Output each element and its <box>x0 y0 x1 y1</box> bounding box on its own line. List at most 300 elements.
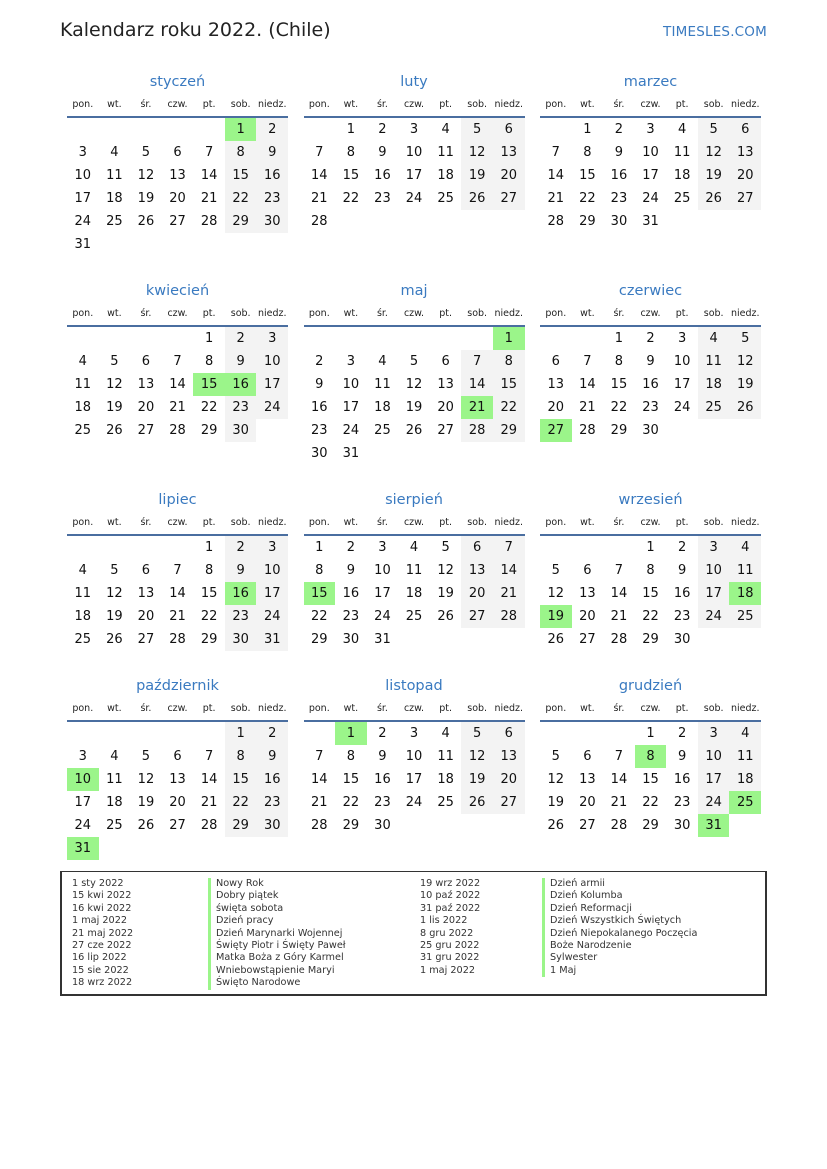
day-cell[interactable]: 7 <box>583 354 592 369</box>
day-cell[interactable]: 23 <box>225 605 257 628</box>
day-cell[interactable]: 1 <box>646 540 655 555</box>
day-cell[interactable]: 17 <box>698 768 730 791</box>
day-cell[interactable]: 30 <box>374 818 391 833</box>
day-cell[interactable]: 23 <box>256 791 288 814</box>
day-cell[interactable]: 12 <box>547 586 565 601</box>
day-cell[interactable]: 20 <box>579 609 596 624</box>
day-cell[interactable]: 14 <box>200 168 218 183</box>
day-cell[interactable]: 15 <box>200 586 218 601</box>
day-cell[interactable]: 14 <box>311 772 328 787</box>
day-cell[interactable]: 18 <box>698 373 730 396</box>
day-cell[interactable]: 2 <box>256 118 288 141</box>
holiday-day-cell[interactable]: 10 <box>67 768 99 791</box>
day-cell[interactable]: 22 <box>311 609 328 624</box>
day-cell[interactable]: 4 <box>729 722 761 745</box>
day-cell[interactable]: 2 <box>378 122 387 137</box>
day-cell[interactable]: 11 <box>74 377 92 392</box>
day-cell[interactable]: 10 <box>405 749 423 764</box>
day-cell[interactable]: 17 <box>698 582 730 605</box>
day-cell[interactable]: 12 <box>461 141 493 164</box>
day-cell[interactable]: 13 <box>547 377 565 392</box>
day-cell[interactable]: 28 <box>200 818 218 833</box>
day-cell[interactable]: 19 <box>461 768 493 791</box>
day-cell[interactable]: 13 <box>729 141 761 164</box>
day-cell[interactable]: 3 <box>646 122 655 137</box>
day-cell[interactable]: 20 <box>547 400 565 415</box>
day-cell[interactable]: 6 <box>461 536 493 559</box>
day-cell[interactable]: 3 <box>698 722 730 745</box>
day-cell[interactable]: 29 <box>311 632 328 647</box>
day-cell[interactable]: 3 <box>409 122 419 137</box>
day-cell[interactable]: 20 <box>169 191 186 206</box>
day-cell[interactable]: 19 <box>729 373 761 396</box>
day-cell[interactable]: 10 <box>642 145 659 160</box>
day-cell[interactable]: 1 <box>204 540 214 555</box>
day-cell[interactable]: 19 <box>137 795 155 810</box>
day-cell[interactable]: 27 <box>169 214 186 229</box>
day-cell[interactable]: 22 <box>642 609 659 624</box>
day-cell[interactable]: 8 <box>204 563 214 578</box>
day-cell[interactable]: 2 <box>225 536 257 559</box>
day-cell[interactable]: 10 <box>698 559 730 582</box>
day-cell[interactable]: 12 <box>137 772 155 787</box>
day-cell[interactable]: 1 <box>346 122 355 137</box>
day-cell[interactable]: 18 <box>405 586 423 601</box>
day-cell[interactable]: 5 <box>141 749 151 764</box>
day-cell[interactable]: 28 <box>610 818 628 833</box>
day-cell[interactable]: 4 <box>110 749 119 764</box>
day-cell[interactable]: 14 <box>311 168 328 183</box>
day-cell[interactable]: 27 <box>437 423 454 438</box>
day-cell[interactable]: 24 <box>642 191 659 206</box>
day-cell[interactable]: 22 <box>493 396 525 419</box>
day-cell[interactable]: 14 <box>610 772 628 787</box>
day-cell[interactable]: 26 <box>405 423 423 438</box>
day-cell[interactable]: 17 <box>405 168 423 183</box>
day-cell[interactable]: 7 <box>315 749 324 764</box>
day-cell[interactable]: 27 <box>493 187 525 210</box>
day-cell[interactable]: 15 <box>225 164 257 187</box>
day-cell[interactable]: 22 <box>610 400 628 415</box>
day-cell[interactable]: 27 <box>461 605 493 628</box>
day-cell[interactable]: 5 <box>441 540 450 555</box>
day-cell[interactable]: 16 <box>311 400 328 415</box>
day-cell[interactable]: 31 <box>342 446 360 461</box>
day-cell[interactable]: 2 <box>677 726 687 741</box>
day-cell[interactable]: 18 <box>437 168 454 183</box>
day-cell[interactable]: 10 <box>405 145 423 160</box>
day-cell[interactable]: 12 <box>106 377 123 392</box>
day-cell[interactable]: 1 <box>583 122 592 137</box>
day-cell[interactable]: 25 <box>698 396 730 419</box>
day-cell[interactable]: 11 <box>729 745 761 768</box>
day-cell[interactable]: 17 <box>256 582 288 605</box>
day-cell[interactable]: 29 <box>225 210 257 233</box>
day-cell[interactable]: 6 <box>141 563 151 578</box>
day-cell[interactable]: 4 <box>110 145 119 160</box>
day-cell[interactable]: 25 <box>673 191 691 206</box>
day-cell[interactable]: 11 <box>374 377 391 392</box>
day-cell[interactable]: 18 <box>106 191 123 206</box>
day-cell[interactable]: 23 <box>673 609 691 624</box>
day-cell[interactable]: 10 <box>698 745 730 768</box>
day-cell[interactable]: 27 <box>137 632 155 647</box>
day-cell[interactable]: 9 <box>315 377 324 392</box>
day-cell[interactable]: 30 <box>311 446 328 461</box>
day-cell[interactable]: 18 <box>106 795 123 810</box>
day-cell[interactable]: 2 <box>315 354 324 369</box>
day-cell[interactable]: 23 <box>342 609 360 624</box>
day-cell[interactable]: 21 <box>547 191 565 206</box>
holiday-day-cell[interactable]: 8 <box>635 745 667 768</box>
day-cell[interactable]: 21 <box>493 582 525 605</box>
day-cell[interactable]: 21 <box>311 191 328 206</box>
day-cell[interactable]: 15 <box>579 168 596 183</box>
day-cell[interactable]: 16 <box>374 168 391 183</box>
day-cell[interactable]: 9 <box>256 745 288 768</box>
day-cell[interactable]: 21 <box>610 609 628 624</box>
day-cell[interactable]: 31 <box>74 237 92 252</box>
day-cell[interactable]: 13 <box>137 377 155 392</box>
day-cell[interactable]: 24 <box>74 214 92 229</box>
day-cell[interactable]: 17 <box>642 168 659 183</box>
day-cell[interactable]: 1 <box>646 726 655 741</box>
day-cell[interactable]: 26 <box>547 818 565 833</box>
day-cell[interactable]: 28 <box>547 214 565 229</box>
day-cell[interactable]: 24 <box>74 818 92 833</box>
day-cell[interactable]: 10 <box>374 563 391 578</box>
day-cell[interactable]: 22 <box>642 795 659 810</box>
day-cell[interactable]: 20 <box>493 768 525 791</box>
day-cell[interactable]: 15 <box>493 373 525 396</box>
day-cell[interactable]: 30 <box>673 632 691 647</box>
day-cell[interactable]: 26 <box>461 791 493 814</box>
holiday-day-cell[interactable]: 21 <box>461 396 493 419</box>
day-cell[interactable]: 12 <box>698 141 730 164</box>
day-cell[interactable]: 21 <box>311 795 328 810</box>
day-cell[interactable]: 19 <box>137 191 155 206</box>
day-cell[interactable]: 15 <box>642 772 659 787</box>
day-cell[interactable]: 13 <box>493 141 525 164</box>
day-cell[interactable]: 21 <box>169 400 186 415</box>
day-cell[interactable]: 12 <box>106 586 123 601</box>
day-cell[interactable]: 28 <box>579 423 596 438</box>
day-cell[interactable]: 29 <box>493 419 525 442</box>
day-cell[interactable]: 9 <box>346 563 355 578</box>
day-cell[interactable]: 24 <box>374 609 391 624</box>
holiday-day-cell[interactable]: 15 <box>304 582 336 605</box>
day-cell[interactable]: 9 <box>677 563 687 578</box>
day-cell[interactable]: 2 <box>677 540 687 555</box>
day-cell[interactable]: 10 <box>673 354 691 369</box>
day-cell[interactable]: 17 <box>74 191 92 206</box>
day-cell[interactable]: 29 <box>642 632 659 647</box>
day-cell[interactable]: 18 <box>74 400 92 415</box>
holiday-day-cell[interactable]: 1 <box>335 722 367 745</box>
day-cell[interactable]: 15 <box>225 768 257 791</box>
day-cell[interactable]: 2 <box>614 122 624 137</box>
day-cell[interactable]: 16 <box>673 772 691 787</box>
day-cell[interactable]: 4 <box>677 122 687 137</box>
day-cell[interactable]: 10 <box>74 168 92 183</box>
day-cell[interactable]: 24 <box>342 423 360 438</box>
day-cell[interactable]: 6 <box>173 145 182 160</box>
day-cell[interactable]: 13 <box>169 168 186 183</box>
day-cell[interactable]: 24 <box>405 795 423 810</box>
day-cell[interactable]: 2 <box>646 331 655 346</box>
day-cell[interactable]: 7 <box>315 145 324 160</box>
day-cell[interactable]: 20 <box>493 164 525 187</box>
day-cell[interactable]: 21 <box>200 191 218 206</box>
day-cell[interactable]: 3 <box>256 327 288 350</box>
holiday-day-cell[interactable]: 16 <box>225 373 257 396</box>
day-cell[interactable]: 30 <box>225 628 257 651</box>
day-cell[interactable]: 4 <box>409 540 419 555</box>
day-cell[interactable]: 29 <box>200 423 218 438</box>
day-cell[interactable]: 14 <box>461 373 493 396</box>
day-cell[interactable]: 26 <box>437 609 454 624</box>
day-cell[interactable]: 25 <box>106 818 123 833</box>
day-cell[interactable]: 30 <box>225 419 257 442</box>
day-cell[interactable]: 8 <box>225 745 257 768</box>
day-cell[interactable]: 5 <box>461 118 493 141</box>
day-cell[interactable]: 4 <box>441 122 450 137</box>
day-cell[interactable]: 22 <box>225 187 257 210</box>
site-link[interactable]: TIMESLES.COM <box>663 24 767 40</box>
day-cell[interactable]: 8 <box>646 563 655 578</box>
day-cell[interactable]: 12 <box>547 772 565 787</box>
day-cell[interactable]: 14 <box>200 772 218 787</box>
day-cell[interactable]: 14 <box>169 586 186 601</box>
day-cell[interactable]: 25 <box>74 423 92 438</box>
day-cell[interactable]: 21 <box>579 400 596 415</box>
day-cell[interactable]: 7 <box>551 145 560 160</box>
holiday-day-cell[interactable]: 31 <box>67 837 99 860</box>
day-cell[interactable]: 25 <box>374 423 391 438</box>
day-cell[interactable]: 28 <box>311 818 328 833</box>
day-cell[interactable]: 5 <box>461 722 493 745</box>
day-cell[interactable]: 29 <box>200 632 218 647</box>
day-cell[interactable]: 10 <box>256 559 288 582</box>
day-cell[interactable]: 18 <box>437 772 454 787</box>
day-cell[interactable]: 22 <box>579 191 596 206</box>
day-cell[interactable]: 5 <box>409 354 419 369</box>
day-cell[interactable]: 30 <box>256 210 288 233</box>
day-cell[interactable]: 8 <box>225 141 257 164</box>
day-cell[interactable]: 20 <box>437 400 454 415</box>
day-cell[interactable]: 24 <box>698 791 730 814</box>
day-cell[interactable]: 23 <box>225 396 257 419</box>
day-cell[interactable]: 3 <box>698 536 730 559</box>
day-cell[interactable]: 17 <box>256 373 288 396</box>
day-cell[interactable]: 3 <box>346 354 355 369</box>
day-cell[interactable]: 3 <box>256 536 288 559</box>
day-cell[interactable]: 4 <box>698 327 730 350</box>
day-cell[interactable]: 21 <box>169 609 186 624</box>
day-cell[interactable]: 1 <box>204 331 214 346</box>
day-cell[interactable]: 23 <box>673 795 691 810</box>
day-cell[interactable]: 4 <box>78 354 87 369</box>
day-cell[interactable]: 31 <box>374 632 391 647</box>
day-cell[interactable]: 9 <box>646 354 655 369</box>
day-cell[interactable]: 28 <box>610 632 628 647</box>
day-cell[interactable]: 12 <box>405 377 423 392</box>
day-cell[interactable]: 10 <box>342 377 360 392</box>
day-cell[interactable]: 6 <box>493 722 525 745</box>
day-cell[interactable]: 23 <box>311 423 328 438</box>
day-cell[interactable]: 11 <box>405 563 423 578</box>
day-cell[interactable]: 12 <box>437 563 454 578</box>
day-cell[interactable]: 7 <box>493 536 525 559</box>
day-cell[interactable]: 26 <box>106 423 123 438</box>
day-cell[interactable]: 20 <box>169 795 186 810</box>
day-cell[interactable]: 8 <box>614 354 624 369</box>
day-cell[interactable]: 4 <box>441 726 450 741</box>
day-cell[interactable]: 7 <box>173 563 182 578</box>
day-cell[interactable]: 11 <box>106 168 123 183</box>
day-cell[interactable]: 4 <box>378 354 387 369</box>
day-cell[interactable]: 2 <box>225 327 257 350</box>
day-cell[interactable]: 13 <box>437 377 454 392</box>
day-cell[interactable]: 9 <box>378 749 387 764</box>
holiday-day-cell[interactable]: 31 <box>698 814 730 837</box>
day-cell[interactable]: 16 <box>374 772 391 787</box>
day-cell[interactable]: 25 <box>437 191 454 206</box>
day-cell[interactable]: 6 <box>141 354 151 369</box>
day-cell[interactable]: 8 <box>315 563 324 578</box>
day-cell[interactable]: 29 <box>225 814 257 837</box>
day-cell[interactable]: 5 <box>729 327 761 350</box>
holiday-day-cell[interactable]: 18 <box>729 582 761 605</box>
day-cell[interactable]: 7 <box>461 350 493 373</box>
day-cell[interactable]: 7 <box>204 145 214 160</box>
day-cell[interactable]: 22 <box>200 609 218 624</box>
day-cell[interactable]: 17 <box>342 400 360 415</box>
holiday-day-cell[interactable]: 25 <box>729 791 761 814</box>
day-cell[interactable]: 15 <box>642 586 659 601</box>
day-cell[interactable]: 22 <box>200 400 218 415</box>
day-cell[interactable]: 31 <box>642 214 659 229</box>
day-cell[interactable]: 3 <box>677 331 687 346</box>
day-cell[interactable]: 18 <box>673 168 691 183</box>
day-cell[interactable]: 19 <box>106 609 123 624</box>
day-cell[interactable]: 5 <box>551 749 560 764</box>
day-cell[interactable]: 15 <box>610 377 628 392</box>
day-cell[interactable]: 18 <box>74 609 92 624</box>
day-cell[interactable]: 19 <box>437 586 454 601</box>
day-cell[interactable]: 7 <box>204 749 214 764</box>
day-cell[interactable]: 28 <box>493 605 525 628</box>
day-cell[interactable]: 22 <box>342 191 360 206</box>
day-cell[interactable]: 1 <box>315 540 324 555</box>
day-cell[interactable]: 13 <box>137 586 155 601</box>
day-cell[interactable]: 27 <box>493 791 525 814</box>
day-cell[interactable]: 23 <box>256 187 288 210</box>
day-cell[interactable]: 2 <box>346 540 355 555</box>
day-cell[interactable]: 14 <box>169 377 186 392</box>
day-cell[interactable]: 5 <box>110 563 119 578</box>
day-cell[interactable]: 7 <box>614 563 624 578</box>
day-cell[interactable]: 3 <box>409 726 419 741</box>
day-cell[interactable]: 16 <box>256 768 288 791</box>
day-cell[interactable]: 24 <box>405 191 423 206</box>
day-cell[interactable]: 10 <box>256 350 288 373</box>
day-cell[interactable]: 3 <box>78 749 87 764</box>
day-cell[interactable]: 27 <box>729 187 761 210</box>
day-cell[interactable]: 12 <box>461 745 493 768</box>
day-cell[interactable]: 6 <box>173 749 182 764</box>
day-cell[interactable]: 23 <box>374 191 391 206</box>
day-cell[interactable]: 9 <box>378 145 387 160</box>
day-cell[interactable]: 27 <box>579 818 596 833</box>
day-cell[interactable]: 5 <box>110 354 119 369</box>
day-cell[interactable]: 29 <box>642 818 659 833</box>
day-cell[interactable]: 29 <box>579 214 596 229</box>
day-cell[interactable]: 14 <box>493 559 525 582</box>
day-cell[interactable]: 30 <box>673 818 691 833</box>
day-cell[interactable]: 14 <box>610 586 628 601</box>
day-cell[interactable]: 6 <box>551 354 560 369</box>
day-cell[interactable]: 15 <box>342 772 360 787</box>
day-cell[interactable]: 11 <box>74 586 92 601</box>
day-cell[interactable]: 16 <box>610 168 628 183</box>
day-cell[interactable]: 9 <box>614 145 624 160</box>
day-cell[interactable]: 26 <box>547 632 565 647</box>
day-cell[interactable]: 18 <box>374 400 391 415</box>
day-cell[interactable]: 24 <box>673 400 691 415</box>
day-cell[interactable]: 30 <box>256 814 288 837</box>
day-cell[interactable]: 19 <box>547 795 565 810</box>
day-cell[interactable]: 13 <box>579 772 596 787</box>
day-cell[interactable]: 26 <box>698 187 730 210</box>
day-cell[interactable]: 18 <box>729 768 761 791</box>
day-cell[interactable]: 8 <box>204 354 214 369</box>
day-cell[interactable]: 1 <box>225 722 257 745</box>
day-cell[interactable]: 29 <box>610 423 628 438</box>
day-cell[interactable]: 25 <box>437 795 454 810</box>
day-cell[interactable]: 5 <box>698 118 730 141</box>
day-cell[interactable]: 6 <box>583 749 592 764</box>
day-cell[interactable]: 16 <box>642 377 659 392</box>
day-cell[interactable]: 2 <box>378 726 387 741</box>
day-cell[interactable]: 23 <box>610 191 628 206</box>
day-cell[interactable]: 6 <box>493 118 525 141</box>
day-cell[interactable]: 20 <box>579 795 596 810</box>
day-cell[interactable]: 3 <box>378 540 387 555</box>
day-cell[interactable]: 9 <box>677 749 687 764</box>
day-cell[interactable]: 22 <box>225 791 257 814</box>
day-cell[interactable]: 30 <box>342 632 360 647</box>
day-cell[interactable]: 4 <box>78 563 87 578</box>
day-cell[interactable]: 7 <box>614 749 624 764</box>
day-cell[interactable]: 5 <box>551 563 560 578</box>
day-cell[interactable]: 8 <box>493 350 525 373</box>
day-cell[interactable]: 28 <box>169 423 186 438</box>
day-cell[interactable]: 23 <box>642 400 659 415</box>
day-cell[interactable]: 9 <box>225 350 257 373</box>
day-cell[interactable]: 16 <box>673 586 691 601</box>
day-cell[interactable]: 7 <box>173 354 182 369</box>
day-cell[interactable]: 19 <box>405 400 423 415</box>
day-cell[interactable]: 20 <box>137 609 155 624</box>
day-cell[interactable]: 26 <box>729 396 761 419</box>
day-cell[interactable]: 11 <box>729 559 761 582</box>
day-cell[interactable]: 6 <box>583 563 592 578</box>
day-cell[interactable]: 24 <box>698 605 730 628</box>
day-cell[interactable]: 11 <box>698 350 730 373</box>
day-cell[interactable]: 11 <box>673 145 691 160</box>
holiday-day-cell[interactable]: 15 <box>193 373 225 396</box>
